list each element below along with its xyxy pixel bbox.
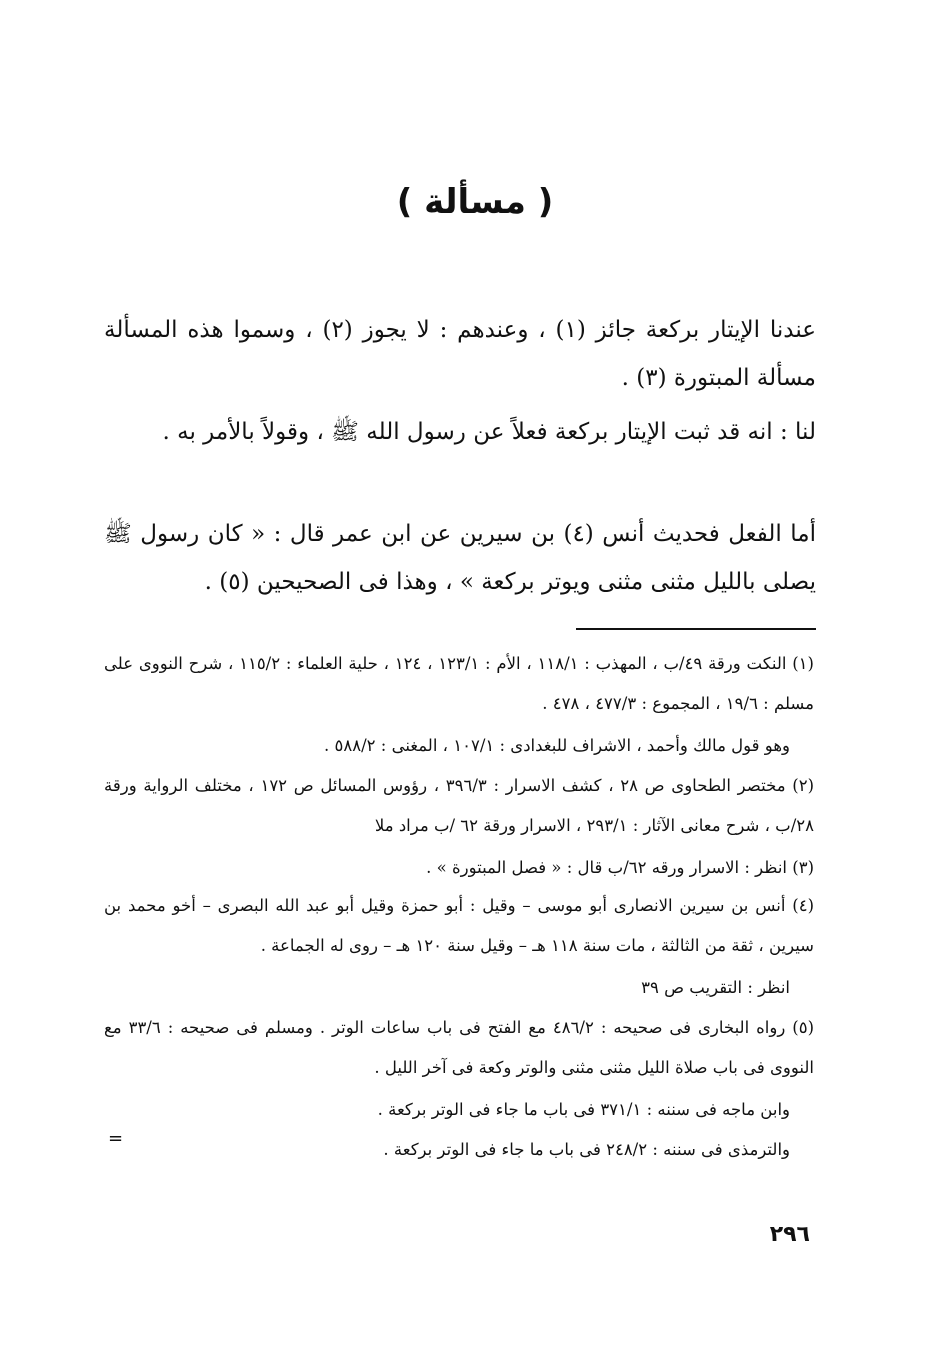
footnote-2: (٢) مختصر الطحاوى ص ٢٨ ، كشف الاسرار : ٣٩٦/٣ ، رؤوس المسائل ص ١٧٢ ، مختلف الرواية ورقة ٢٨/ب ، شرح معانى الآثار : ٢٩٣/١ ، الاسرار ورقة ٦٢ /ب مراد ملا <box>104 776 814 835</box>
page-number: ٢٩٦ <box>769 1222 810 1247</box>
footnote-5: (٥) رواه البخارى فى صحيحه : ٤٨٦/٢ مع الفتح فى باب ساعات الوتر . ومسلم فى صحيحه : ٣٣/٦ مع النووى فى باب صلاة الليل مثنى مثنى والوتر وكعة فى آخر الليل . <box>104 1018 814 1077</box>
footnote-3: (٣) انظر : الاسرار ورقه ٦٢/ب قال : « فصل المبتورة » . <box>426 858 814 877</box>
footnote-4-continuation: انظر : التقريب ص ٣٩ <box>641 978 790 997</box>
body-paragraph-1: عندنا الإيتار بركعة جائز (١) ، وعندهم : لا يجوز (٢) ، وسموا هذه المسألة مسألة المبتورة (٣) . <box>104 317 816 391</box>
continuation-mark: = <box>108 1128 124 1149</box>
footnote-1: (١) النكت ورقة ٤٩/ب ، المهذب : ١١٨/١ ، الأم : ١٢٣/١ ، ١٢٤ ، حلية العلماء : ١١٥/٢ ، شرح النووى على مسلم : ١٩/٦ ، المجموع : ٤٧٧/٣ ، ٤٧٨ . <box>104 654 814 713</box>
footnote-4: (٤) أنس بن سيرين الانصارى أبو موسى – وقيل : أبو حمزة وقيل أبو عبد الله البصرى – أخو محمد بن سيرين ، ثقة من الثالثة ، مات سنة ١١٨ هـ – وقيل سنة ١٢٠ هـ – روى له الجماعة . <box>104 896 814 955</box>
footnote-separator <box>576 628 816 630</box>
body-paragraph-3: أما الفعل فحديث أنس (٤) بن سيرين عن ابن عمر قال : « كان رسول ﷺ يصلى بالليل مثنى مثنى ويوتر بركعة » ، وهذا فى الصحيحين (٥) . <box>104 521 816 595</box>
section-title: ( مسألة ) <box>396 182 554 222</box>
body-paragraph-2: لنا : انه قد ثبت الإيتار بركعة فعلاً عن رسول الله ﷺ ، وقولاً بالأمر به . <box>162 419 816 445</box>
footnote-1-continuation: وهو قول مالك وأحمد ، الاشراف للبغدادى : ١٠٧/١ ، المغنى : ٥٨٨/٢ . <box>324 736 790 755</box>
footnote-5-tirmidhi: والترمذى فى سننه : ٢٤٨/٢ فى باب ما جاء فى الوتر بركعة . <box>383 1140 790 1159</box>
footnote-5-ibn-majah: وابن ماجه فى سننه : ٣٧١/١ فى باب ما جاء فى الوتر بركعة . <box>377 1100 790 1119</box>
